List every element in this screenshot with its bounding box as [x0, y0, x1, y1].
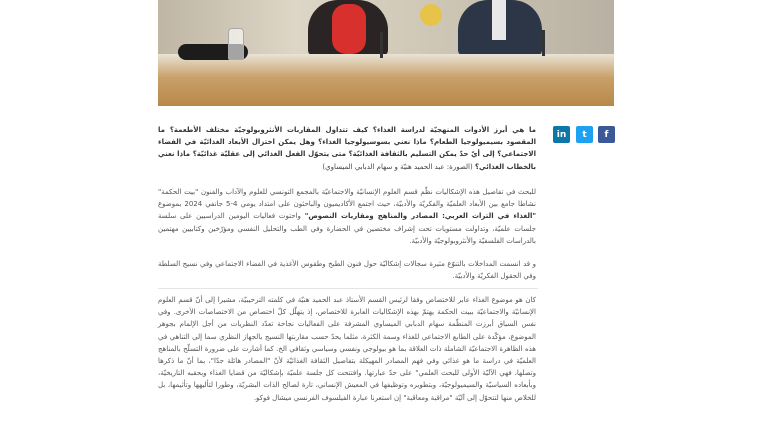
article-intro — [158, 124, 536, 173]
paragraph-text: كان هو موضوع الغذاء عابر للاختصاص وفقا لرئيس القسم الأستاذ عبد الحميد هنيّة في كلمته الترحيبيّة، مشيرا إلى أنّ قسم العلوم الإنسانيّة والاجتماعيّة ببيت الحكمة يهتمّ بهذه الإشكاليات العابرة للاختصاص، إذ يتهلّل كلّ اختصاص من الاختصاصات الأخرى. وفي نفس السياق أبرزت المنظّمة سهام الدبابي الميساوي المشرفة على الفعاليات نجاحة تعدّد النظريات من أجل الإلمام بجوهر الموضوع، مؤكّدة على الطابع الاجتماعي للغذاء وسمة الكثرة، مثلما يحدّ حسب مقاربتها النسيج بالجهاز النظري سما إلى التناهي في هذه الظاهرة الاجتماعيّة الشاملة ذات العلاقة بما هو بيولوجي ونفسي وسياسي وثقافي الخ. كما أشارت على ضرورة التسلّح بالمناهج العلميّة في دراسة ما هو غذائي وفي فهم المصادر المهيكلة بتفاصيل الثقافة الغذائيّة لأنّ "المصادر هائلة جدّا"، بما أنّ ما ذكرها وتصلها، فهي الآليّة الأولى للبحث العلمي" على حدّ عبارتها. وافتتحت كل جلسة علميّة بإشكاليّة من قضايا الغذاء وبحقبه التاريخيّة، وبأبعاده السياسيّة والسيميولوجيّة، وبتطويره وتوظيفها في المعيش الإنساني، تارة لصالح الذات البشريّة، وطورا لتأليهها وتأثيمها، بل للخلاص منها لتتحوّل إلى آليّة "مراقبة ومعاقبة" إن استعرنا عبارة الفيلسوف الفرنسي ميشال فوكو. — [158, 296, 536, 402]
divider — [158, 288, 538, 289]
paragraph-text: للبحث في تفاصيل هذه الإشكاليات نظّم قسم العلوم الإنسانيّة والاجتماعيّة بالمجمع التونسي للعلوم والآداب والفنون "بيت الحكمة" نشاطا جامع بين الأبعاد العلميّة والفكريّة والأدبيّة، حيث اجتمع الأكاديميون والباحثون على امتداد يومي 4-5 جانفي 2024 بموضوع — [158, 188, 537, 209]
intro-questions: ما هي أبرز الأدوات المنهجيّة لدراسة الغذاء؟ كيف تتداول المقاربات الأنثروبولوجيّة مختلف الأطعمة؟ ما المقصود بسيميولوجيا الطعام؟ ماذا نعني بسوسيولوجيا الغذاء؟ وهل يمكن اختزال الأبعاد الغذائيّة في الفضاء الاجتماعي؟ إلى أيّ حدّ يمكن التسليم بالثقافة الغذائيّة؟ متى يتحوّل الفعل الغذائي إلى عقليّة غذائيّة؟ ماذا نعني بالخطاب الغذائي؟ — [158, 126, 536, 171]
article-paragraph — [158, 258, 536, 282]
microphone-icon — [542, 30, 545, 56]
article-paragraph — [158, 294, 536, 404]
facebook-share-button[interactable]: f — [598, 126, 615, 143]
twitter-share-button[interactable]: t — [576, 126, 593, 143]
conference-table — [158, 54, 614, 106]
paragraph-text: و قد انسمت المداخلات بالتنوّع مثيرة سجالات إشكاليّة حول فنون الطبخ وطقوس الأغذية في الفضاء الاجتماعي وفي نسيج السلطة وفي الحقول الفكريّة والأدبيّة. — [158, 260, 536, 281]
linkedin-share-button[interactable]: in — [553, 126, 570, 143]
article-photo — [158, 0, 614, 106]
speaker-woman — [308, 0, 388, 56]
emblem-icon — [420, 4, 442, 26]
microphone-icon — [380, 32, 383, 58]
photo-caption: (الصورة: عبد الحميد هنيّة و سهام الدبابي الميساوي) — [322, 162, 473, 171]
water-bottle — [228, 28, 244, 60]
article-paragraph — [158, 186, 536, 247]
event-title-link[interactable]: "الغذاء في التراث العربي: المصادر والمناهج ومقاربات النصوص" — [304, 212, 536, 221]
speaker-man — [458, 0, 542, 56]
paragraph-text: واحتوت فعاليات اليومين الدراسيين على سلسة جلسات علميّة، وتداولت مستويات تحت إشراف مختصين في الحضارة وفي الطب والتحليل النفسي ومؤرّخين وكتابيين مهتمين بالدراسات الفلسفيّة والأنثروبولوجيّة والأدبيّة. — [158, 212, 536, 245]
